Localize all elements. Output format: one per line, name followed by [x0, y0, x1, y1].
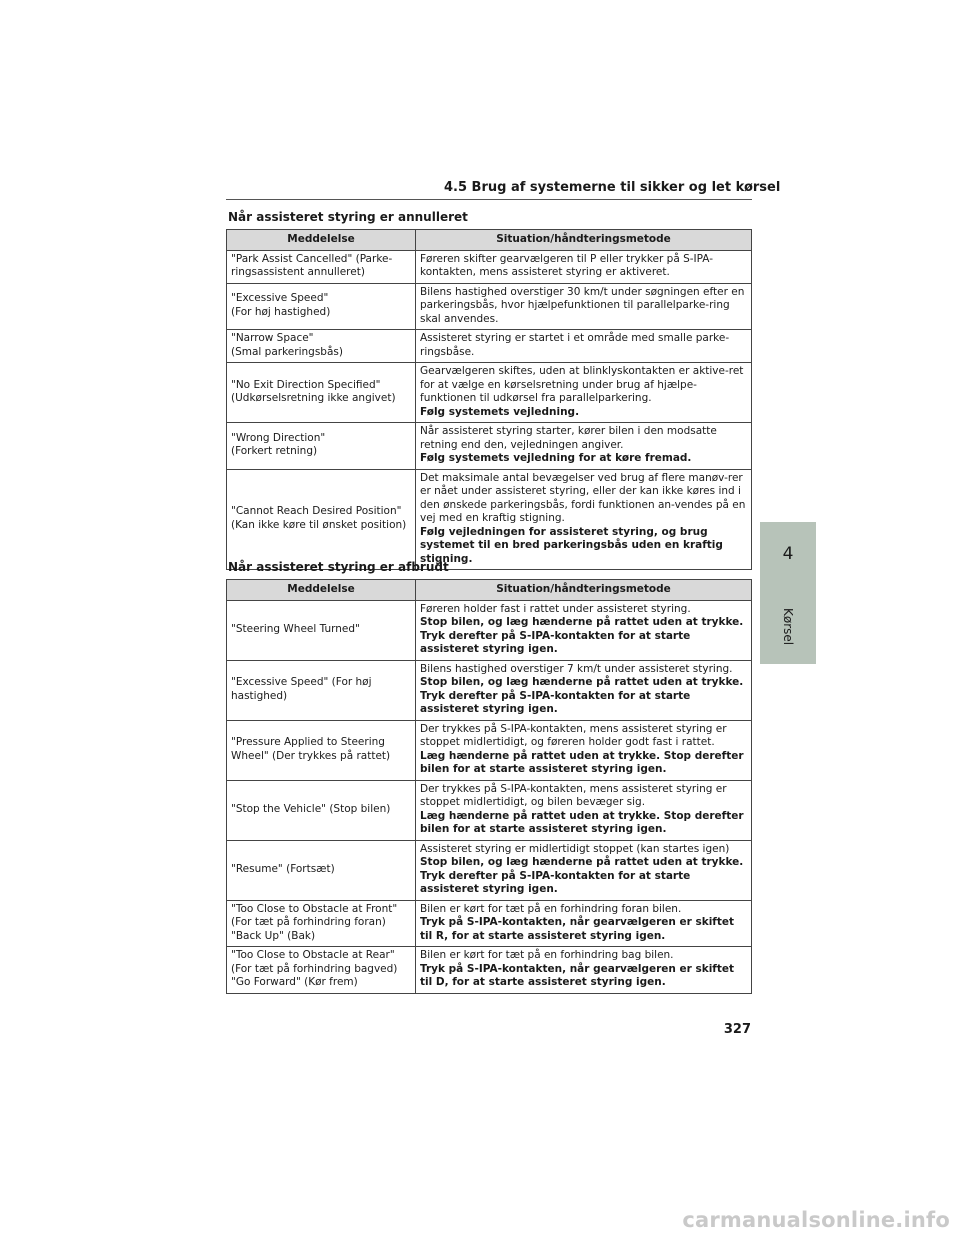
message-text: "Steering Wheel Turned" — [231, 622, 360, 635]
message-cell — [227, 780, 416, 840]
table-row — [227, 330, 752, 363]
situation-cell — [416, 947, 752, 994]
message-text: "Narrow Space" (Smal parkeringsbås) — [231, 332, 343, 358]
message-text: "Pressure Applied to Steering Wheel" (Der trykkes på rattet) — [231, 736, 391, 762]
situation-text: Det maksimale antal bevægelser ved brug af flere manøv-rer er nået under assisteret styring, eller der kan ikke køres ind i den ønskede parkeringsbås, fordi funktionen an-vendes på en vej med en kraftig stigning. — [420, 471, 746, 524]
action-text: Læg hænderne på rattet uden at trykke. Stop derefter bilen for at starte assisteret styring igen. — [420, 809, 744, 835]
chapter-label-box — [775, 594, 801, 660]
message-text: "Too Close to Obstacle at Front" (For tæt på forhindring foran) "Back Up" (Bak) — [231, 902, 398, 942]
situation-cell — [416, 660, 752, 720]
message-cell — [227, 330, 416, 363]
situation-cell — [416, 900, 752, 947]
message-cell — [227, 840, 416, 900]
situation-text: Bilen er kørt for tæt på en forhindring foran bilen. — [420, 902, 682, 915]
situation-cell — [416, 250, 752, 283]
situation-cell — [416, 469, 752, 570]
situation-cell — [416, 600, 752, 660]
situation-text: Føreren holder fast i rattet under assisteret styring. — [420, 602, 691, 615]
message-text: "Excessive Speed" (For høj hastighed) — [231, 292, 331, 318]
situation-text: Assisteret styring er startet i et område med smalle parke-ringsbåse. — [420, 332, 730, 358]
action-text: Læg hænderne på rattet uden at trykke. Stop derefter bilen for at starte assisteret styring igen. — [420, 749, 744, 775]
situation-text: Når assisteret styring starter, kører bilen i den modsatte retning end den, vejledningen angiver. — [420, 425, 717, 451]
action-text: Følg systemets vejledning. — [420, 405, 580, 418]
situation-text: Assisteret styring er midlertidigt stoppet (kan startes igen) — [420, 842, 730, 855]
table-row — [227, 720, 752, 780]
message-text: "Wrong Direction" (Forkert retning) — [231, 431, 326, 458]
situation-cell — [416, 720, 752, 780]
action-text: Følg systemets vejledning for at køre fremad. — [420, 452, 692, 464]
message-text: "No Exit Direction Specified" (Udkørselsretning ikke angivet) — [231, 378, 396, 404]
column-header-message: Meddelelse — [227, 230, 416, 251]
message-cell — [227, 250, 416, 283]
message-text: "Cannot Reach Desired Position" (Kan ikke køre til ønsket position) — [231, 505, 407, 531]
situation-cell — [416, 283, 752, 330]
situation-cell — [416, 363, 752, 423]
table-interrupted — [226, 579, 752, 994]
action-text: Stop bilen, og læg hænderne på rattet uden at trykke. Tryk derefter på S-IPA-kontakten for at starte assisteret styring igen. — [420, 616, 744, 655]
message-text: "Too Close to Obstacle at Rear" (For tæt på forhindring bagved) "Go Forward" (Kør frem) — [231, 949, 398, 988]
situation-text: Gearvælgeren skiftes, uden at blinklyskontakten er aktive-ret for at vælge en kørselsretning under brug af hjælpe-funktionen til udkørsel fra parallelparkering. — [420, 365, 744, 404]
table-body — [227, 250, 752, 570]
table-row — [227, 600, 752, 660]
section-heading-interrupted: Når assisteret styring er afbrudt — [228, 560, 449, 574]
chapter-number: 4 — [782, 544, 794, 564]
message-cell — [227, 363, 416, 423]
action-text: Tryk på S-IPA-kontakten, når gearvælgeren er skiftet til D, for at starte assisteret styring igen. — [420, 962, 735, 988]
table-header-row — [227, 230, 752, 251]
situation-cell — [416, 780, 752, 840]
table-row — [227, 423, 752, 470]
message-cell — [227, 423, 416, 470]
situation-text: Der trykkes på S-IPA-kontakten, mens assisteret styring er stoppet midlertidigt, og føreren holder godt fast i rattet. — [420, 722, 727, 748]
message-text: "Excessive Speed" (For høj hastighed) — [231, 676, 372, 702]
table-row — [227, 780, 752, 840]
column-header-situation: Situation/håndteringsmetode — [416, 580, 752, 601]
table-cancelled — [226, 229, 752, 570]
watermark: carmanualsonline.info — [682, 1208, 950, 1232]
situation-cell — [416, 840, 752, 900]
message-cell — [227, 283, 416, 330]
page-number: 327 — [723, 1022, 751, 1037]
action-text: Stop bilen, og læg hænderne på rattet uden at trykke. Tryk derefter på S-IPA-kontakten for at starte assisteret styring igen. — [420, 856, 744, 895]
action-text: Følg vejledningen for assisteret styring, og brug systemet til en bred parkeringsbås uden en kraftig stigning. — [420, 525, 723, 565]
chapter-header: 4.5 Brug af systemerne til sikker og let kørsel — [444, 180, 781, 195]
message-text: "Resume" (Fortsæt) — [231, 862, 335, 875]
table-row — [227, 660, 752, 720]
table-row — [227, 283, 752, 330]
situation-text: Bilens hastighed overstiger 30 km/t under søgningen efter en parkeringsbås, hvor hjælpefunktionen til parallelparke-ring skal anvendes. — [420, 285, 745, 325]
table-row — [227, 469, 752, 570]
section-heading-cancelled: Når assisteret styring er annulleret — [228, 210, 468, 224]
message-cell — [227, 720, 416, 780]
header-rule — [226, 199, 752, 200]
table-body — [227, 600, 752, 993]
situation-text: Bilens hastighed overstiger 7 km/t under assisteret styring. — [420, 662, 733, 675]
situation-text: Bilen er kørt for tæt på en forhindring bag bilen. — [420, 949, 674, 961]
table-row — [227, 840, 752, 900]
message-text: "Stop the Vehicle" (Stop bilen) — [231, 802, 391, 815]
action-text: Stop bilen, og læg hænderne på rattet uden at trykke. Tryk derefter på S-IPA-kontakten for at starte assisteret styring igen. — [420, 676, 744, 715]
table-row — [227, 363, 752, 423]
situation-text: Føreren skifter gearvælgeren til P eller trykker på S-IPA-kontakten, mens assisteret styring er aktiveret. — [420, 252, 714, 278]
message-text: "Park Assist Cancelled" (Parke-ringsassistent annulleret) — [231, 252, 393, 278]
table-row — [227, 250, 752, 283]
situation-text: Der trykkes på S-IPA-kontakten, mens assisteret styring er stoppet midlertidigt, og bilen bevæger sig. — [420, 782, 727, 808]
table-row — [227, 947, 752, 994]
message-cell — [227, 900, 416, 947]
situation-cell — [416, 423, 752, 470]
table-header-row — [227, 580, 752, 601]
message-cell — [227, 600, 416, 660]
table-row — [227, 900, 752, 947]
situation-cell — [416, 330, 752, 363]
chapter-label: Kørsel — [781, 608, 795, 646]
message-cell — [227, 947, 416, 994]
column-header-situation: Situation/håndteringsmetode — [416, 230, 752, 251]
action-text: Tryk på S-IPA-kontakten, når gearvælgeren er skiftet til R, for at starte assisteret styring igen. — [420, 916, 735, 942]
message-cell — [227, 660, 416, 720]
message-cell — [227, 469, 416, 570]
column-header-message: Meddelelse — [227, 580, 416, 601]
